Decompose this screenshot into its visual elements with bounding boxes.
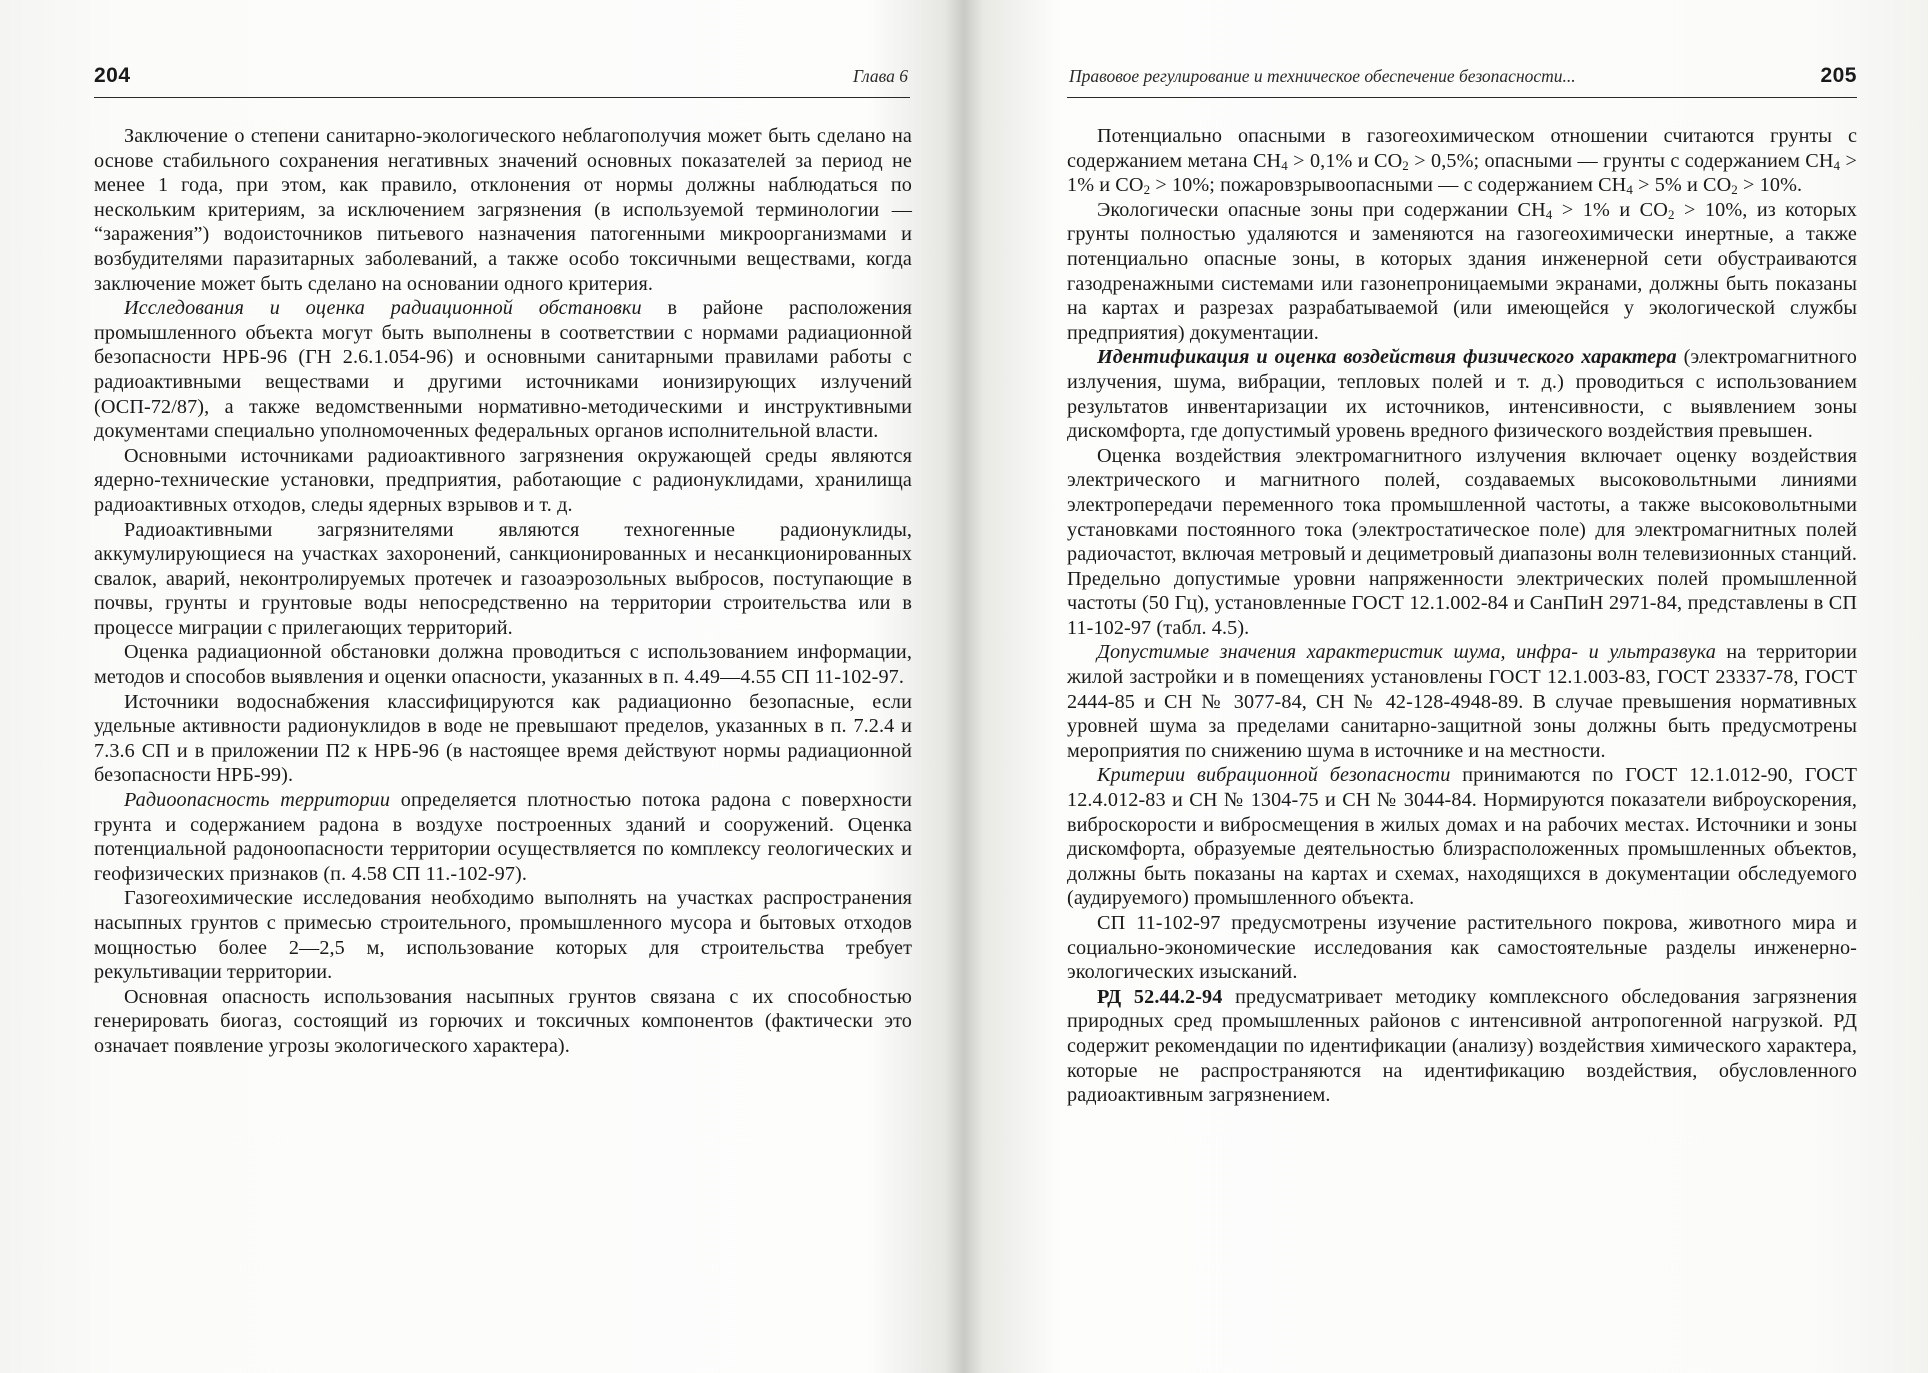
- paragraph-hazard-zones: Экологически опасные зоны при содержании $CH_4 > 1\%$ и $CO_2 > 10\%$, из которых грунты полностью удаляются и заменяются на газогеохимически инертные, а также потенциально опасные зоны, в которых здания инженерной сети обустраиваются газодренажными системами или газонепроницаемыми экранами, должны быть показаны на картах и разрезах разрабатываемой (или имеющейся у экологической службы предприятия) документации.: [1067, 198, 1857, 344]
- paragraph: Радиоопасность территории определяется плотностью потока радона с поверхности грунта и содержанием радона в воздухе построенных зданий и сооружений. Оценка потенциальной радоноопасности территории осуществляется по комплексу геологических и геофизических признаков (п. 4.58 СП 11.-102-97).: [94, 789, 913, 885]
- paragraph: Оценка воздействия электромагнитного излучения включает оценку воздействия электрического и магнитного полей, создаваемых высоковольтными линиями электропередачи переменного тока промышленной частоты, а также высоковольтными установками постоянного тока (электростатическое поле) для электромагнитных полей радиочастот, включая метровый и дециметровый диапазоны волн телевизионных станций. Предельно допустимые уровни напряженности электрических полей промышленной частоты (50 Гц), установленные ГОСТ 12.1.002-84 и СанПиН 2971-84, представлены в СП 11-102-97 (табл. 4.5).: [1067, 444, 1857, 639]
- italic-lead: Радиоопасность территории: [124, 789, 391, 812]
- italic-lead: Исследования и оценка радиационной обстановки: [124, 297, 642, 320]
- paragraph: Заключение о степени санитарно-экологического неблагополучия может быть сделано на основе стабильного сохранения негативных значений основных показателей за период не менее 1 года, при этом, как правило, отклонения от нормы должны наблюдаться по нескольким критериям, за исключением загрязнения (в используемой терминологии — “заражения”) водоисточников питьевого назначения патогенными микроорганизмами и возбудителями паразитарных заболеваний, а также особо токсичными веществами, когда заключение может быть сделано на основании одного критерия.: [94, 125, 912, 295]
- paragraph-gas-thresholds: Потенциально опасными в газогеохимическом отношении считаются грунты с содержанием метана $CH_4 > 0,1\%$ и $CO_2 > 0,5\%$; опасными — грунты с содержанием $CH_4 > 1\%$ и $CO_2 > 10\%$; пожаровзрывоопасными — с содержанием $CH_4 > 5\%$ и $CO_2 > 10\%$.: [1067, 125, 1857, 198]
- paragraph: Оценка радиационной обстановки должна проводиться с использованием информации, методов и способов выявления и оценки опасности, указанных в п. 4.49—4.55 СП 11-102-97.: [94, 641, 912, 689]
- right-running-head: [1067, 62, 1857, 98]
- paragraph: Радиоактивными загрязнителями являются техногенные радионуклиды, аккумулирующиеся на участках захоронений, санкционированных и несанкционированных свалок, аварий, неконтролируемых протечек и газоаэрозольных выбросов, поступающие в почвы, грунты и грунтовые воды непосредственно на территории строительства или в процессе миграции с прилегающих территорий.: [94, 518, 912, 639]
- paragraph: Газогеохимические исследования необходимо выполнять на участках распространения насыпных грунтов с примесью строительного, промышленного мусора и бытовых отходов мощностью более 2—2,5 м, использование которых для строительства требует рекультивации территории.: [94, 887, 912, 984]
- left-running-head: [94, 62, 910, 98]
- left-page-number: 204: [94, 64, 131, 87]
- italic-lead: Критерии вибрационной безопасности: [1097, 764, 1451, 787]
- paragraph: Идентификация и оценка воздействия физического характера (электромагнитного излучения, шума, вибрации, тепловых полей и т. д.) проводиться с использованием результатов инвентаризации их источников, интенсивности, с выявлением зоны дискомфорта, где допустимый уровень вредного физического воздействия превышен.: [1067, 346, 1857, 443]
- right-page-number: 205: [1820, 64, 1857, 87]
- left-page: [0, 0, 955, 1373]
- paragraph: Источники водоснабжения классифицируются как радиационно безопасные, если удельные активности радионуклидов в воде не превышают пределов, указанных в п. 7.2.4 и 7.3.6 СП и в приложении П2 к НРБ-96 (в настоящее время действуют нормы радиационной безопасности НРБ-99).: [94, 690, 912, 787]
- paragraph: Допустимые значения характеристик шума, инфра- и ультразвука на территории жилой застройки и в помещениях установлены ГОСТ 12.1.003-83, ГОСТ 23337-78, ГОСТ 2444-85 и СН № 3077-84, СН № 42-128-4948-89. В случае превышения нормативных уровней шума за пределами санитарно-защитной зоны должны быть предусмотрены мероприятия по снижению шума в источнике и на местности.: [1067, 641, 1857, 762]
- left-chapter-title: Глава 6: [853, 66, 908, 86]
- right-chapter-title: Правовое регулирование и техническое обеспечение безопасности...: [1069, 66, 1576, 86]
- paragraph: Основными источниками радиоактивного загрязнения окружающей среды являются ядерно-технические установки, предприятия, работающие с радионуклидами, хранилища радиоактивных отходов, следы ядерных взрывов и т. д.: [94, 444, 912, 516]
- left-body-text: [94, 124, 912, 1059]
- bold-italic-lead: Идентификация и оценка воздействия физического характера: [1097, 346, 1677, 369]
- bold-lead: РД 52.44.2-94: [1097, 985, 1223, 1008]
- right-header-rule: [1067, 97, 1857, 98]
- italic-lead: Допустимые значения характеристик шума, инфра- и ультразвука: [1097, 641, 1716, 664]
- left-header-rule: [94, 97, 910, 98]
- right-body-text: [1067, 124, 1857, 1108]
- paragraph: Основная опасность использования насыпных грунтов связана с их способностью генерировать биогаз, состоящий из горючих и токсичных компонентов (фактически это означает появление угрозы экологического характера).: [94, 985, 912, 1057]
- paragraph: РД 52.44.2-94 предусматривает методику комплексного обследования загрязнения природных сред промышленных районов с интенсивной антропогенной нагрузкой. РД содержит рекомендации по идентификации (анализу) воздействия химического характера, которые не распространяются на идентификацию воздействия, обусловленного радиоактивным загрязнением.: [1067, 985, 1857, 1107]
- paragraph: Критерии вибрационной безопасности принимаются по ГОСТ 12.1.012-90, ГОСТ 12.4.012-83 и СН № 1304-75 и СН № 3044-84. Нормируются показатели виброускорения, виброскорости и вибросмещения в жилых домах и на рабочих местах. Источники и зоны дискомфорта, образуемые деятельностью близрасположенных промышленных объектов, должны быть показаны на картах и схемах, находящихся в документации обследуемого (аудируемого) промышленного объекта.: [1067, 764, 1857, 910]
- paragraph: Исследования и оценка радиационной обстановки в районе расположения промышленного объекта могут быть выполнены в соответствии с нормами радиационной безопасности НРБ-96 (ГН 2.6.1.054-96) и основными санитарными правилами работы с радиоактивными веществами и другими источниками ионизирующих излучений (ОСП-72/87), а также ведомственными нормативно-методическими и инструктивными документами специально уполномоченных федеральных органов исполнительной власти.: [94, 297, 912, 443]
- paragraph: СП 11-102-97 предусмотрены изучение растительного покрова, животного мира и социально-экономические исследования как самостоятельные разделы инженерно-экологических изысканий.: [1067, 912, 1857, 984]
